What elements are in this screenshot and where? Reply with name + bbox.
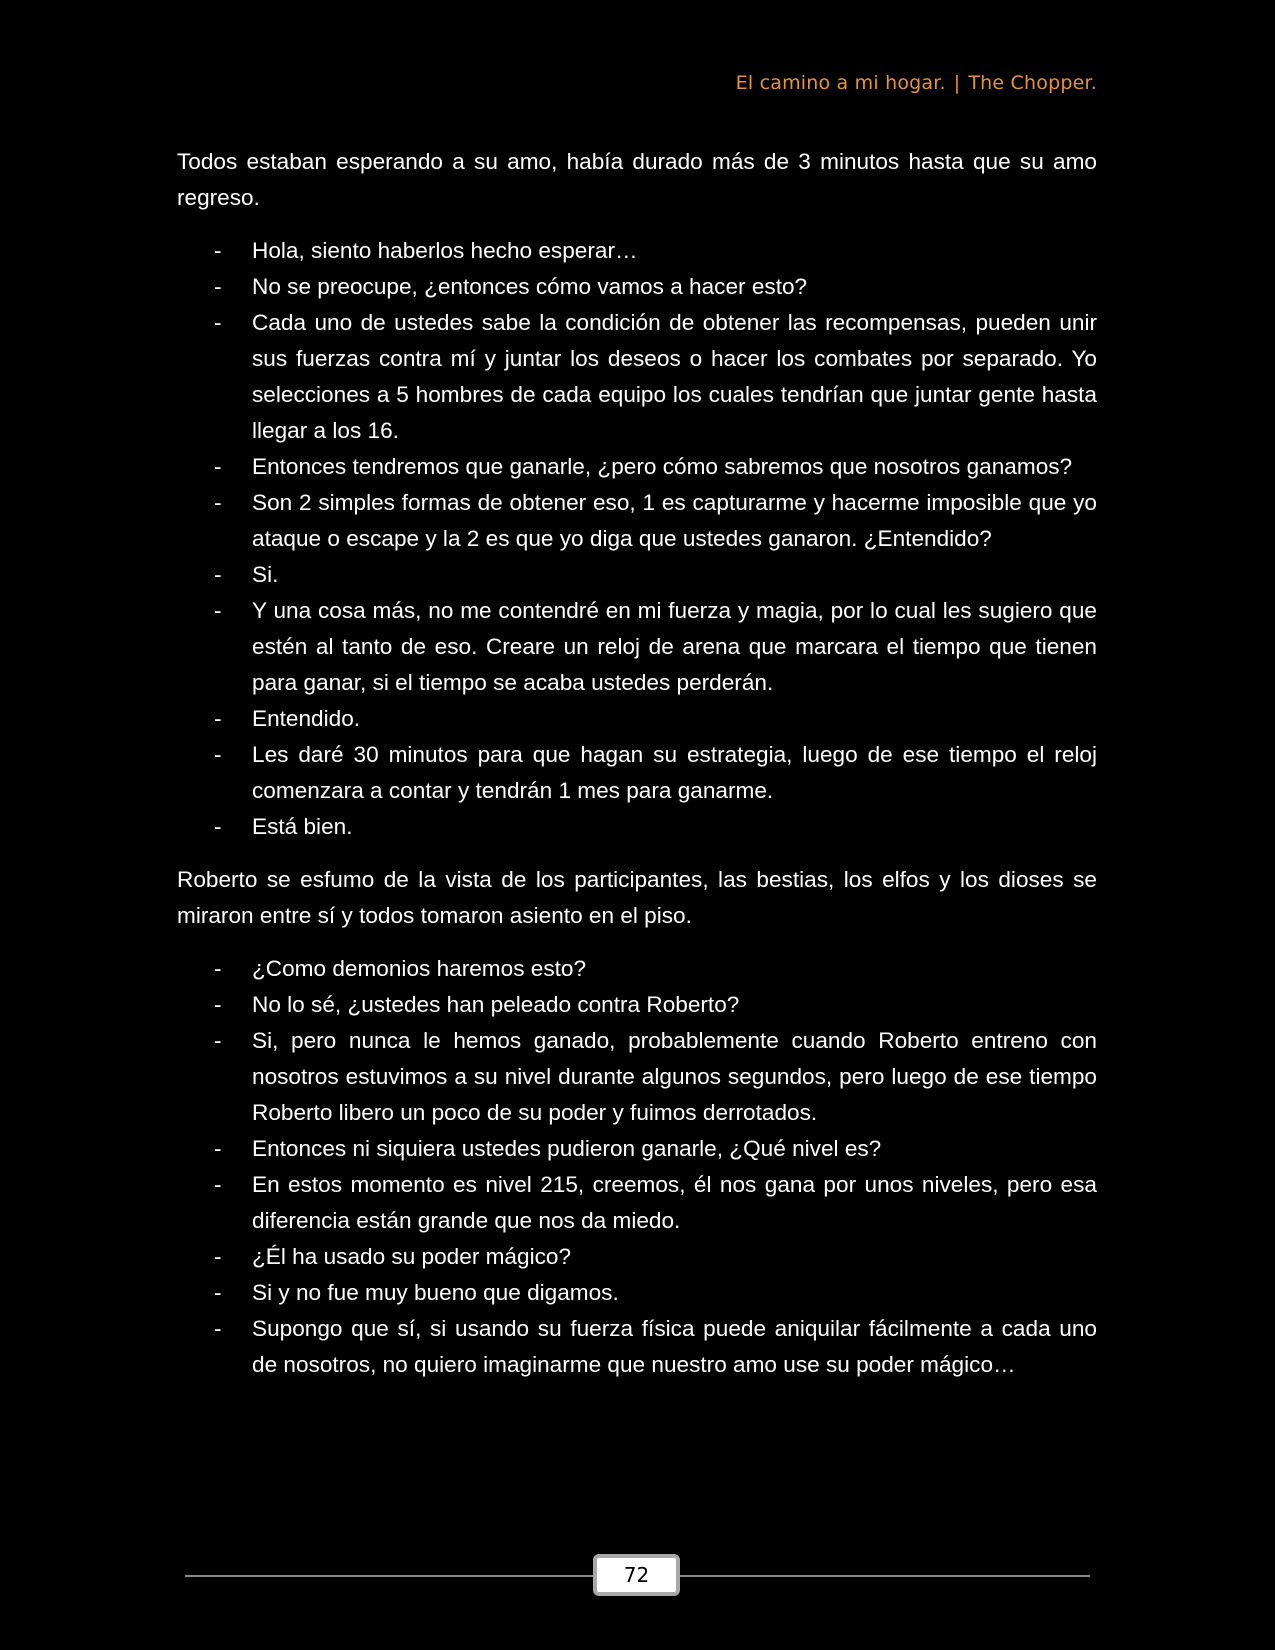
dialogue-dash: -	[214, 992, 222, 1017]
dialogue-text: Está bien.	[252, 814, 353, 839]
dialogue-line	[177, 1311, 1097, 1383]
dialogue-dash: -	[214, 598, 222, 623]
page-number-box	[593, 1554, 680, 1596]
dialogue-text: Si, pero nunca le hemos ganado, probablemente cuando Roberto entreno con nosotros estuvimos a su nivel durante algunos segundos, pero luego de ese tiempo Roberto libero un poco de su poder y fuimos derrotados.	[252, 1028, 1097, 1125]
dialogue-line	[177, 1023, 1097, 1131]
dialogue-text: Supongo que sí, si usando su fuerza física puede aniquilar fácilmente a cada uno de nosotros, no quiero imaginarme que nuestro amo use su poder mágico…	[252, 1316, 1097, 1377]
dialogue-dash: -	[214, 956, 222, 981]
dialogue-line	[177, 1131, 1097, 1167]
dialogue-line	[177, 737, 1097, 809]
narration-paragraph: Todos estaban esperando a su amo, había durado más de 3 minutos hasta que su amo regreso.	[177, 149, 1097, 210]
dialogue-text: No lo sé, ¿ustedes han peleado contra Roberto?	[252, 992, 740, 1017]
dialogue-text: Son 2 simples formas de obtener eso, 1 es capturarme y hacerme imposible que yo ataque o escape y la 2 es que yo diga que ustedes ganaron. ¿Entendido?	[252, 490, 1097, 551]
dialogue-dash: -	[214, 1172, 222, 1197]
page-body	[177, 144, 1097, 1400]
dialogue-line	[177, 557, 1097, 593]
dialogue-text: Entonces ni siquiera ustedes pudieron ganarle, ¿Qué nivel es?	[252, 1136, 882, 1161]
dialogue-dash: -	[214, 742, 222, 767]
dialogue-text: Si y no fue muy bueno que digamos.	[252, 1280, 619, 1305]
dialogue-dash: -	[214, 454, 222, 479]
header-author: The Chopper.	[968, 72, 1097, 94]
dialogue-dash: -	[214, 562, 222, 587]
dialogue-list	[177, 951, 1097, 1383]
dialogue-dash: -	[214, 1316, 222, 1341]
dialogue-line	[177, 809, 1097, 845]
dialogue-dash: -	[214, 1028, 222, 1053]
dialogue-text: ¿Él ha usado su poder mágico?	[252, 1244, 572, 1269]
dialogue-text: No se preocupe, ¿entonces cómo vamos a hacer esto?	[252, 274, 808, 299]
dialogue-dash: -	[214, 490, 222, 515]
dialogue-dash: -	[214, 274, 222, 299]
header-separator: |	[953, 72, 961, 94]
dialogue-list	[177, 233, 1097, 845]
dialogue-text: Hola, siento haberlos hecho esperar…	[252, 238, 638, 263]
page-number: 72	[623, 1563, 650, 1587]
dialogue-line	[177, 269, 1097, 305]
dialogue-line	[177, 305, 1097, 449]
dialogue-line	[177, 593, 1097, 701]
dialogue-line	[177, 1239, 1097, 1275]
dialogue-dash: -	[214, 706, 222, 731]
dialogue-text: Y una cosa más, no me contendré en mi fuerza y magia, por lo cual les sugiero que estén al tanto de eso. Creare un reloj de arena que marcara el tiempo que tienen para ganar, si el tiempo se acaba ustedes perderán.	[252, 598, 1097, 695]
dialogue-text: Entendido.	[252, 706, 361, 731]
running-header	[736, 72, 1097, 94]
dialogue-line	[177, 701, 1097, 737]
dialogue-text: En estos momento es nivel 215, creemos, él nos gana por unos niveles, pero esa diferencia están grande que nos da miedo.	[252, 1172, 1097, 1233]
dialogue-dash: -	[214, 1244, 222, 1269]
dialogue-text: Entonces tendremos que ganarle, ¿pero cómo sabremos que nosotros ganamos?	[252, 454, 1073, 479]
dialogue-line	[177, 1275, 1097, 1311]
dialogue-dash: -	[214, 1280, 222, 1305]
dialogue-line	[177, 951, 1097, 987]
dialogue-dash: -	[214, 310, 222, 335]
dialogue-text: Les daré 30 minutos para que hagan su estrategia, luego de ese tiempo el reloj comenzara a contar y tendrán 1 mes para ganarme.	[252, 742, 1097, 803]
narration-paragraph: Roberto se esfumo de la vista de los participantes, las bestias, los elfos y los dioses se miraron entre sí y todos tomaron asiento en el piso.	[177, 867, 1097, 928]
dialogue-dash: -	[214, 238, 222, 263]
dialogue-line	[177, 233, 1097, 269]
dialogue-text: ¿Como demonios haremos esto?	[252, 956, 587, 981]
dialogue-line	[177, 485, 1097, 557]
dialogue-line	[177, 1167, 1097, 1239]
dialogue-dash: -	[214, 1136, 222, 1161]
dialogue-dash: -	[214, 814, 222, 839]
dialogue-line	[177, 987, 1097, 1023]
dialogue-text: Si.	[252, 562, 279, 587]
dialogue-text: Cada uno de ustedes sabe la condición de obtener las recompensas, pueden unir sus fuerzas contra mí y juntar los deseos o hacer los combates por separado. Yo selecciones a 5 hombres de cada equipo los cuales tendrían que juntar gente hasta llegar a los 16.	[252, 310, 1097, 443]
dialogue-line	[177, 449, 1097, 485]
header-book-title: El camino a mi hogar.	[735, 72, 946, 94]
